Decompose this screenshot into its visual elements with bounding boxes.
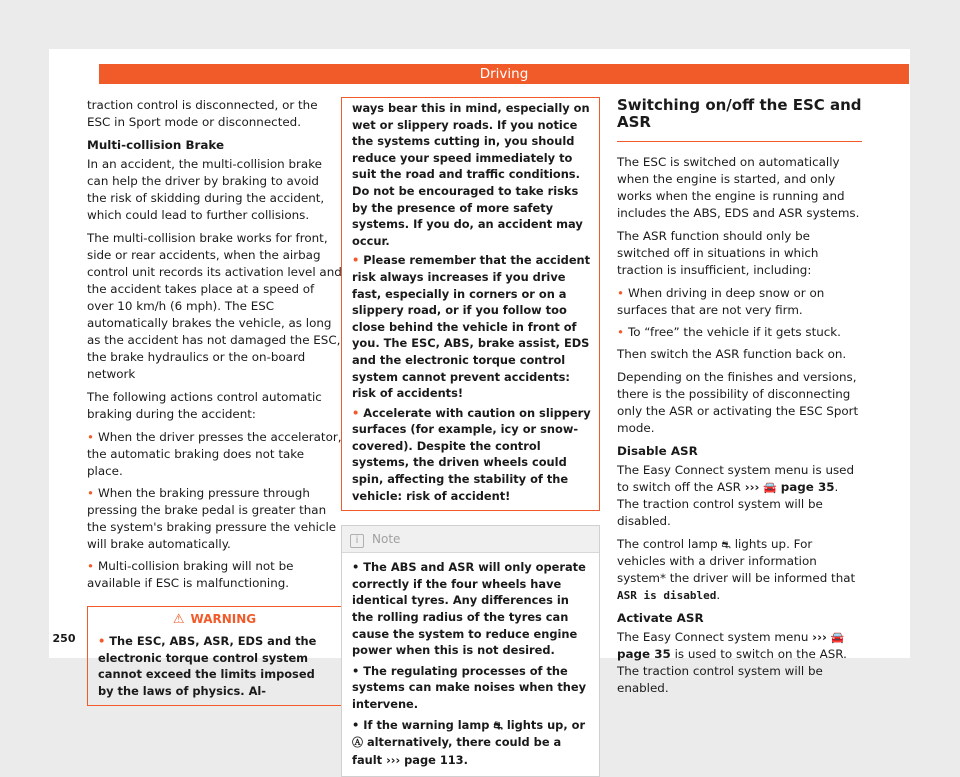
- heading-activate-asr: Activate ASR: [617, 611, 704, 625]
- warning-triangle-icon: ⚠: [172, 612, 185, 627]
- warning-text: ways bear this in mind, especially on wet or slippery roads. If you notice the systems cutting in, you should reduce your speed immediately to suit the road and traffic conditions. Do not be encouraged to take risks by the presence of more safety systems. If you do, an accident may occur.: [352, 101, 590, 248]
- paragraph: The ESC is switched on automatically when the engine is started, and only works when the engine is running and includes the ABS, EDS and ASR systems.: [617, 155, 860, 220]
- paragraph: Depending on the finishes and versions, there is the possibility of disconnecting only the ASR or activating the ESC Sport mode.: [617, 370, 859, 435]
- display-message: ASR is disabled: [617, 589, 717, 602]
- manual-page: [49, 49, 910, 767]
- paragraph: The Easy Connect system menu is used to switch off the ASR ››› 🚘 page 35. The traction control system will be disabled.: [617, 463, 855, 528]
- warning-bullet: • Please remember that the accident risk always increases if you drive fast, especially in corners or on a slippery road, or if you follow too close behind the vehicle in front of you. The ESC, ABS, brake assist, EDS and the electronic torque control system cannot prevent accidents: risk of accidents!: [352, 253, 591, 401]
- list-item: • When driving in deep snow or on surfaces that are not very firm.: [617, 286, 825, 317]
- paragraph: The ASR function should only be switched off in situations in which traction is insufficient, including:: [617, 229, 819, 277]
- bullet-icon: •: [87, 430, 95, 444]
- warning-box-continued: [341, 97, 600, 511]
- traction-control-lamp-icon: ⛐: [721, 538, 731, 551]
- note-box: [341, 525, 600, 777]
- bullet-icon: •: [352, 253, 360, 268]
- paragraph: traction control is disconnected, or the ESC in Sport mode or disconnected.: [87, 98, 318, 129]
- note-bullet: • The ABS and ASR will only operate correctly if the four wheels have identical tyres. Any differences in the rolling radius of the tyres can cause the system to reduce engine power when this is not desired.: [352, 560, 586, 658]
- note-body: [342, 553, 599, 776]
- section-title: Switching on/off the ESC and ASR: [617, 97, 862, 142]
- list-item: • Multi-collision braking will not be available if ESC is malfunctioning.: [87, 559, 294, 590]
- cross-reference-arrows-icon: ›››: [812, 630, 827, 644]
- chapter-header: Driving: [99, 64, 909, 84]
- car-menu-icon: 🚘: [830, 631, 845, 644]
- page-number: 250: [52, 632, 76, 645]
- bullet-icon: •: [617, 286, 625, 300]
- bullet-icon: •: [352, 560, 360, 575]
- paragraph: The following actions control automatic braking during the accident:: [87, 390, 322, 421]
- note-bullet: • If the warning lamp ⛐ lights up, or Ⓐ alternatively, there could be a fault ››› page 113.: [352, 717, 586, 767]
- heading-disable-asr: Disable ASR: [617, 444, 698, 458]
- column-1: [87, 97, 342, 706]
- warning-box: [87, 606, 342, 706]
- cross-reference-arrows-icon: ›››: [744, 480, 760, 494]
- note-header: i Note: [342, 526, 599, 553]
- column-3: [617, 97, 862, 703]
- warning-text: • The ESC, ABS, ASR, EDS and the electronic torque control system cannot exceed the limits imposed by the laws of physics. Al-: [98, 634, 317, 698]
- bullet-icon: •: [352, 663, 360, 678]
- heading-multi-collision: Multi-collision Brake: [87, 138, 225, 152]
- bullet-icon: •: [87, 559, 95, 573]
- paragraph: The Easy Connect system menu ››› 🚘 page 35 is used to switch on the ASR. The traction control system will be enabled.: [617, 630, 847, 695]
- list-item: • When the braking pressure through pressing the brake pedal is greater than the system's braking pressure the vehicle will brake automatically.: [87, 486, 337, 551]
- paragraph: The multi-collision brake works for front, side or rear accidents, when the airbag control unit records its activation level and the accident takes place at a speed of over 10 km/h (6 mph). The ESC automatically brakes the vehicle, as long as the accident has not damaged the ESC, the brake hydraulics or the on-board network: [87, 231, 342, 381]
- note-bullet: • The regulating processes of the systems can make noises when they intervene.: [352, 663, 587, 711]
- abs-warning-lamp-icon: Ⓐ: [352, 736, 363, 750]
- column-2: [341, 97, 600, 777]
- info-icon: i: [350, 534, 364, 548]
- page-reference-link[interactable]: page 113.: [404, 752, 468, 767]
- page-reference-link[interactable]: page 35: [617, 647, 671, 661]
- bullet-icon: •: [617, 325, 625, 339]
- list-item: • To “free” the vehicle if it gets stuck.: [617, 325, 841, 339]
- warning-bullet: • Accelerate with caution on slippery surfaces (for example, icy or snow-covered). Despite the control systems, the driven wheels could spin, affecting the stability of the vehicle: risk of accident!: [352, 405, 591, 503]
- warning-header: ⚠ WARNING: [88, 607, 341, 631]
- paragraph: The control lamp ⛐ lights up. For vehicles with a driver information system* the driver will be informed that ASR is disabled.: [617, 537, 856, 602]
- car-menu-icon: 🚘: [763, 481, 777, 494]
- traction-warning-lamp-icon: ⛐: [493, 718, 503, 732]
- bullet-icon: •: [98, 634, 106, 648]
- bullet-icon: •: [87, 486, 95, 500]
- page-reference-link[interactable]: page 35: [780, 480, 835, 494]
- cross-reference-arrows-icon: ›››: [386, 752, 401, 767]
- paragraph: In an accident, the multi-collision brake can help the driver by braking to avoid the risk of skidding during the accident, which could lead to further collisions.: [87, 157, 325, 222]
- list-item: • When the driver presses the accelerator, the automatic braking does not take place.: [87, 430, 342, 478]
- paragraph: Then switch the ASR function back on.: [617, 347, 847, 361]
- bullet-icon: •: [352, 717, 360, 732]
- bullet-icon: •: [352, 405, 360, 420]
